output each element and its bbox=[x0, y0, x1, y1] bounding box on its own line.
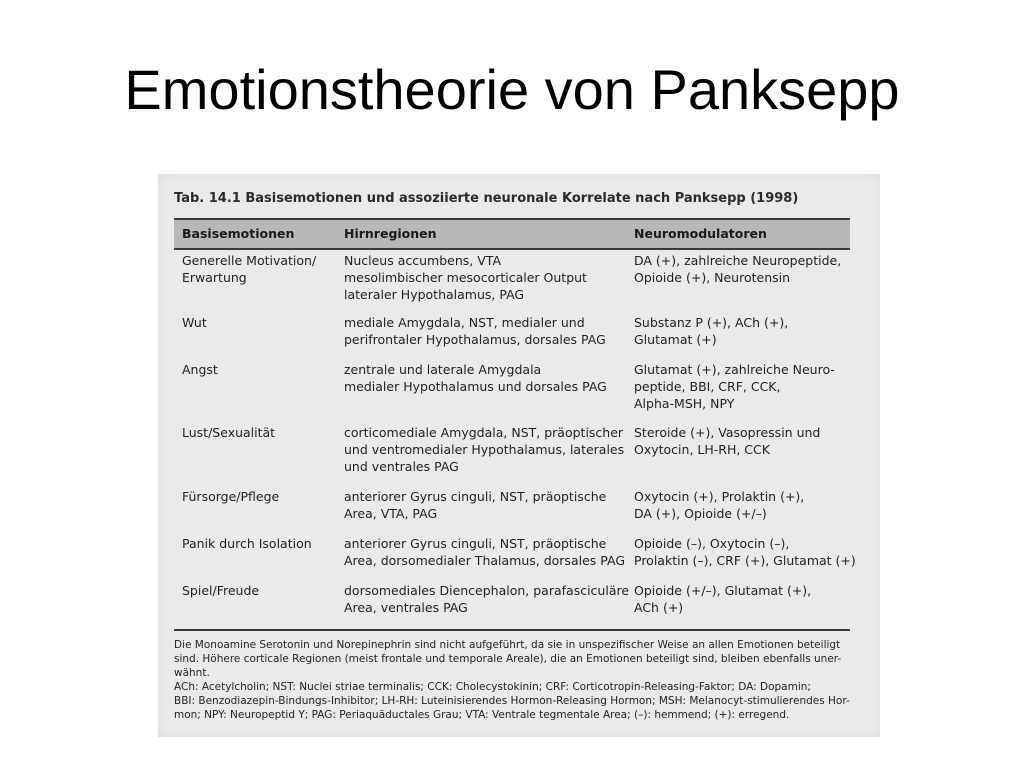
table-header-row bbox=[174, 220, 850, 250]
cell-regions: zentrale und laterale Amygdala medialer Hypothalamus und dorsales PAG bbox=[344, 362, 607, 394]
cell-regions: corticomediale Amygdala, NST, präoptischer und ventromedialer Hypothalamus, laterales und ventrales PAG bbox=[344, 425, 625, 474]
table-row bbox=[174, 535, 856, 582]
slide-title: Emotionstheorie von Panksepp bbox=[124, 58, 900, 121]
header-neuromodulatoren: Neuromodulatoren bbox=[634, 226, 767, 241]
cell-emotion: Spiel/Freude bbox=[182, 583, 260, 598]
table-row bbox=[174, 582, 850, 622]
table-footnote: Die Monoamine Serotonin und Norepinephrin sind nicht aufgeführt, da sie in unspezifischer Weise an allen Emotionen beteiligt sind. Höhere corticale Regionen (meist frontale und temporale Areale), die an Emotionen beteiligt sind, bleiben ebenfalls uner- wähnt. ACh: Acetylcholin; NST: Nuclei striae terminalis; CCK: Cholecystokinin; CRF: Corticotropin-Releasing-Faktor; DA: Dopamin; BBI: Benzodiazepin-Bindungs-Inhibitor; LH-RH: Luteinisierendes Hormon-Releasing Hormon; MSH: Melanocyt-stimulierendes Hor- mon; NPY: Neuropeptid Y; PAG: Periaquäductales Grau; VTA: Ventrale tegmentale Area; (–): hemmend; (+): erregend. bbox=[174, 639, 850, 721]
cell-modulators: Opioide (+/–), Glutamat (+), ACh (+) bbox=[634, 583, 812, 615]
table-body bbox=[174, 252, 856, 622]
cell-regions: dorsomediales Diencephalon, parafasciculäre Area, ventrales PAG bbox=[344, 583, 630, 615]
table-row bbox=[174, 488, 850, 535]
cell-modulators: Steroide (+), Vasopressin und Oxytocin, LH-RH, CCK bbox=[634, 425, 821, 457]
table-caption: Tab. 14.1 Basisemotionen und assoziierte neuronale Korrelate nach Panksepp (1998) bbox=[174, 191, 799, 206]
cell-regions: Nucleus accumbens, VTA mesolimbischer mesocorticaler Output lateraler Hypothalamus, PAG bbox=[344, 253, 587, 302]
cell-emotion: Fürsorge/Pflege bbox=[182, 489, 280, 504]
table-row bbox=[174, 314, 850, 361]
cell-regions: anteriorer Gyrus cinguli, NST, präoptische Area, dorsomedialer Thalamus, dorsales PAG bbox=[344, 536, 626, 568]
cell-emotion: Generelle Motivation/ Erwartung bbox=[182, 253, 317, 285]
cell-regions: mediale Amygdala, NST, medialer und perifrontaler Hypothalamus, dorsales PAG bbox=[344, 315, 606, 347]
table-row bbox=[174, 252, 850, 314]
cell-modulators: Opioide (–), Oxytocin (–), Prolaktin (–), CRF (+), Glutamat (+) bbox=[634, 536, 856, 568]
scanned-table-image bbox=[158, 174, 880, 737]
header-basisemotionen: Basisemotionen bbox=[182, 226, 295, 241]
cell-regions: anteriorer Gyrus cinguli, NST, präoptische Area, VTA, PAG bbox=[344, 489, 607, 521]
table-row bbox=[174, 424, 850, 488]
cell-modulators: Glutamat (+), zahlreiche Neuro- peptide, BBI, CRF, CCK, Alpha-MSH, NPY bbox=[634, 362, 835, 411]
cell-modulators: DA (+), zahlreiche Neuropeptide, Opioide (+), Neurotensin bbox=[634, 253, 842, 285]
cell-modulators: Oxytocin (+), Prolaktin (+), DA (+), Opioide (+/–) bbox=[634, 489, 805, 521]
cell-emotion: Lust/Sexualität bbox=[182, 425, 276, 440]
cell-emotion: Angst bbox=[182, 362, 218, 377]
table-row bbox=[174, 361, 850, 424]
cell-emotion: Panik durch Isolation bbox=[182, 536, 312, 551]
cell-modulators: Substanz P (+), ACh (+), Glutamat (+) bbox=[634, 315, 789, 347]
header-hirnregionen: Hirnregionen bbox=[344, 226, 437, 241]
table-bottom-rule bbox=[174, 629, 850, 631]
cell-emotion: Wut bbox=[182, 315, 207, 330]
